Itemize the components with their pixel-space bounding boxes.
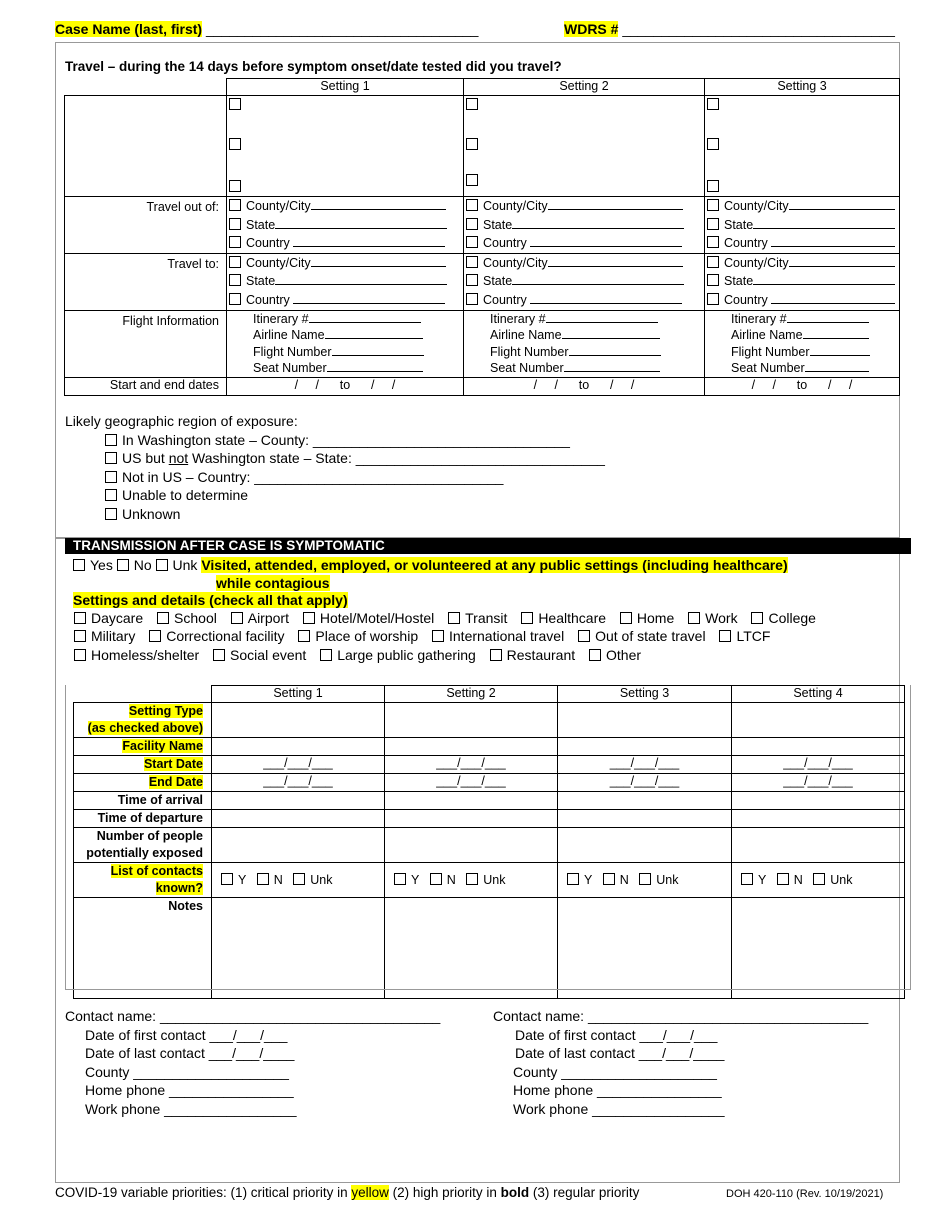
contacts-known-4: Y N Unk: [732, 863, 905, 898]
checkbox[interactable]: [105, 434, 117, 446]
checkbox[interactable]: [707, 274, 719, 286]
checkbox[interactable]: [707, 180, 719, 192]
form-id: DOH 420-110 (Rev. 10/19/2021): [726, 1188, 884, 1200]
checkbox[interactable]: [707, 138, 719, 150]
travel-checkbox-row-label: [65, 96, 227, 197]
contact-last-date-1[interactable]: Date of last contact ___/___/____: [85, 1045, 295, 1061]
end-date-2[interactable]: ___/___/___: [385, 774, 558, 792]
travel-dates-1[interactable]: / / to / /: [227, 377, 464, 395]
checkbox[interactable]: [229, 236, 241, 248]
settings-options-row-2: [74, 628, 780, 644]
checkbox[interactable]: [229, 98, 241, 110]
transmission-question: [73, 556, 788, 592]
flight-info-1: Itinerary # Airline Name Flight Number Seat Number: [227, 310, 464, 377]
case-name-label: Case Name (last, first): [55, 21, 203, 37]
checkbox[interactable]: [105, 471, 117, 483]
case-name-line: ___________________________________: [205, 21, 479, 37]
legend-yellow: yellow: [351, 1185, 389, 1200]
checkbox[interactable]: [448, 612, 460, 624]
option-homeless[interactable]: Homeless/shelter: [74, 647, 199, 663]
option-out-of-state[interactable]: Out of state travel: [578, 628, 706, 644]
settings-header-4: Setting 4: [732, 686, 905, 703]
flight-info-label: Flight Information: [65, 310, 227, 377]
contacts-known-3: Y N Unk: [558, 863, 732, 898]
option-correctional[interactable]: Correctional facility: [149, 628, 284, 644]
case-name-field[interactable]: [55, 21, 478, 37]
checkbox[interactable]: [620, 612, 632, 624]
travel-checkbox-cell-3: [705, 96, 900, 197]
travel-checkbox-cell-1: [227, 96, 464, 197]
start-date-1[interactable]: ___/___/___: [212, 756, 385, 774]
exposure-option-not-us[interactable]: Not in US – Country: ________________________________: [105, 468, 605, 487]
end-date-3[interactable]: ___/___/___: [558, 774, 732, 792]
contacts-known-1: Y N Unk: [212, 863, 385, 898]
time-departure-label: Time of departure: [74, 810, 212, 828]
option-social-event[interactable]: Social event: [213, 647, 306, 663]
checkbox[interactable]: [432, 630, 444, 642]
start-date-label: Start Date: [74, 756, 212, 774]
checkbox[interactable]: [466, 236, 478, 248]
checkbox[interactable]: [229, 199, 241, 211]
travel-setting-3: Setting 3: [705, 79, 900, 96]
checkbox[interactable]: [320, 649, 332, 661]
contacts-known-2: Y N Unk: [385, 863, 558, 898]
checkbox[interactable]: [74, 612, 86, 624]
checkbox[interactable]: [229, 256, 241, 268]
option-restaurant[interactable]: Restaurant: [490, 647, 575, 663]
travel-setting-2: Setting 2: [464, 79, 705, 96]
contact-first-date-1[interactable]: Date of first contact ___/___/___: [85, 1026, 288, 1043]
start-end-dates-label: Start and end dates: [65, 377, 227, 395]
contact-home-phone-1[interactable]: Home phone ________________: [85, 1082, 294, 1098]
checkbox[interactable]: [105, 508, 117, 520]
option-transit[interactable]: Transit: [448, 610, 507, 626]
exposure-option-washington[interactable]: In Washington state – County: _________________________________: [105, 431, 605, 450]
end-date-label: End Date: [74, 774, 212, 792]
travel-dates-3[interactable]: / / to / /: [705, 377, 900, 395]
settings-header-3: Setting 3: [558, 686, 732, 703]
end-date-1[interactable]: ___/___/___: [212, 774, 385, 792]
checkbox[interactable]: [157, 612, 169, 624]
exposure-region: [65, 412, 605, 523]
checkbox[interactable]: [229, 274, 241, 286]
option-airport[interactable]: Airport: [231, 610, 289, 626]
option-daycare[interactable]: Daycare: [74, 610, 143, 626]
travel-header-blank: [65, 79, 227, 96]
checkbox[interactable]: [466, 218, 478, 230]
checkbox[interactable]: [229, 218, 241, 230]
contact-county-1[interactable]: County ____________________: [85, 1063, 289, 1080]
checkbox[interactable]: [229, 180, 241, 192]
option-college[interactable]: College: [751, 610, 815, 626]
checkbox[interactable]: [298, 630, 310, 642]
start-date-2[interactable]: ___/___/___: [385, 756, 558, 774]
option-home[interactable]: Home: [620, 610, 674, 626]
transmission-question-text: Visited, attended, employed, or volunteered at any public settings (including healthcare): [201, 557, 788, 573]
facility-name-label: Facility Name: [74, 738, 212, 756]
settings-header-1: Setting 1: [212, 686, 385, 703]
contact-name-2[interactable]: Contact name: ____________________________________: [493, 1008, 869, 1024]
time-arrival-label: Time of arrival: [74, 792, 212, 810]
checkbox[interactable]: [229, 293, 241, 305]
travel-out-of-1: County/City State Country: [227, 197, 464, 254]
unk-option[interactable]: Unk: [156, 557, 198, 573]
checkbox[interactable]: [73, 559, 85, 571]
exposure-option-us[interactable]: US but not Washington state – State: ________________________________: [105, 449, 605, 468]
checkbox[interactable]: [521, 612, 533, 624]
checkbox[interactable]: [303, 612, 315, 624]
travel-to-3: County/City State Country: [705, 253, 900, 310]
travel-out-of-3: County/City State Country: [705, 197, 900, 254]
contact-county-2[interactable]: County ____________________: [513, 1063, 717, 1080]
legend-bold: bold: [500, 1185, 530, 1200]
exposure-option-unknown[interactable]: Unknown: [105, 505, 605, 524]
people-exposed-label: Number of people potentially exposed: [74, 828, 212, 863]
end-date-4[interactable]: ___/___/___: [732, 774, 905, 792]
contacts-known-label: List of contacts known?: [74, 863, 212, 898]
transmission-section-title: TRANSMISSION AFTER CASE IS SYMPTOMATIC: [65, 538, 911, 554]
settings-options-row-1: [74, 610, 826, 626]
settings-header-2: Setting 2: [385, 686, 558, 703]
checkbox[interactable]: [707, 98, 719, 110]
contact-work-phone-1[interactable]: Work phone _________________: [85, 1100, 297, 1117]
checkbox[interactable]: [466, 274, 478, 286]
contact-first-date-2[interactable]: Date of first contact ___/___/___: [515, 1026, 718, 1043]
checkbox[interactable]: [156, 559, 168, 571]
checkbox[interactable]: [589, 649, 601, 661]
travel-to-1: County/City State Country: [227, 253, 464, 310]
checkbox[interactable]: [707, 293, 719, 305]
option-military[interactable]: Military: [74, 628, 135, 644]
checkbox[interactable]: [688, 612, 700, 624]
priority-legend: COVID-19 variable priorities: (1) critical priority in yellow (2) high priority in bold (3) regular priority: [55, 1185, 640, 1200]
contact-block-2: [493, 1007, 868, 1118]
option-ltcf[interactable]: LTCF: [719, 628, 770, 644]
option-school[interactable]: School: [157, 610, 217, 626]
option-work[interactable]: Work: [688, 610, 737, 626]
flight-info-2: Itinerary # Airline Name Flight Number Seat Number: [464, 310, 705, 377]
wdrs-label: WDRS #: [564, 21, 619, 37]
checkbox[interactable]: [149, 630, 161, 642]
checkbox[interactable]: [105, 452, 117, 464]
option-healthcare[interactable]: Healthcare: [521, 610, 606, 626]
checkbox[interactable]: [231, 612, 243, 624]
wdrs-field[interactable]: [564, 21, 895, 37]
yes-option[interactable]: Yes: [73, 557, 113, 573]
checkbox[interactable]: [707, 236, 719, 248]
travel-checkbox-cell-2: [464, 96, 705, 197]
checkbox[interactable]: [213, 649, 225, 661]
option-hotel[interactable]: Hotel/Motel/Hostel: [303, 610, 434, 626]
option-international-travel[interactable]: International travel: [432, 628, 564, 644]
travel-table: [64, 78, 900, 396]
travel-title: Travel – during the 14 days before symptom onset/date tested did you travel?: [65, 59, 562, 74]
checkbox[interactable]: [707, 199, 719, 211]
checkbox[interactable]: [466, 98, 478, 110]
settings-table-frame: [65, 685, 911, 990]
settings-details-label: Settings and details (check all that apply): [73, 592, 348, 608]
checkbox[interactable]: [751, 612, 763, 624]
setting-type-label: Setting Type (as checked above): [74, 703, 212, 738]
checkbox[interactable]: [117, 559, 129, 571]
notes-label: Notes: [74, 898, 212, 999]
no-option[interactable]: No: [117, 557, 152, 573]
checkbox[interactable]: [466, 138, 478, 150]
contact-last-date-2[interactable]: Date of last contact ___/___/____: [515, 1045, 725, 1061]
wdrs-line: ___________________________________: [622, 21, 895, 37]
start-date-4[interactable]: ___/___/___: [732, 756, 905, 774]
travel-out-of-label: Travel out of:: [65, 197, 227, 254]
exposure-title: Likely geographic region of exposure:: [65, 413, 298, 429]
transmission-question-text-2: while contagious: [216, 575, 330, 591]
contact-work-phone-2[interactable]: Work phone _________________: [513, 1100, 725, 1117]
checkbox[interactable]: [490, 649, 502, 661]
checkbox[interactable]: [466, 293, 478, 305]
checkbox[interactable]: [74, 649, 86, 661]
contact-name-1[interactable]: Contact name: ____________________________________: [65, 1008, 441, 1024]
checkbox[interactable]: [105, 489, 117, 501]
checkbox[interactable]: [229, 138, 241, 150]
flight-info-3: Itinerary # Airline Name Flight Number Seat Number: [705, 310, 900, 377]
option-large-gathering[interactable]: Large public gathering: [320, 647, 476, 663]
exposure-option-unable[interactable]: Unable to determine: [105, 486, 605, 505]
option-other[interactable]: Other: [589, 647, 641, 663]
checkbox[interactable]: [707, 218, 719, 230]
checkbox[interactable]: [74, 630, 86, 642]
option-worship[interactable]: Place of worship: [298, 628, 418, 644]
contact-block-1: [65, 1007, 440, 1118]
travel-setting-1: Setting 1: [227, 79, 464, 96]
travel-to-label: Travel to:: [65, 253, 227, 310]
checkbox[interactable]: [466, 256, 478, 268]
travel-out-of-2: County/City State Country: [464, 197, 705, 254]
checkbox[interactable]: [466, 174, 478, 186]
contact-home-phone-2[interactable]: Home phone ________________: [513, 1082, 722, 1098]
checkbox[interactable]: [578, 630, 590, 642]
start-date-3[interactable]: ___/___/___: [558, 756, 732, 774]
checkbox[interactable]: [719, 630, 731, 642]
travel-dates-2[interactable]: / / to / /: [464, 377, 705, 395]
checkbox[interactable]: [707, 256, 719, 268]
settings-options-row-3: [74, 647, 651, 663]
travel-to-2: County/City State Country: [464, 253, 705, 310]
checkbox[interactable]: [466, 199, 478, 211]
